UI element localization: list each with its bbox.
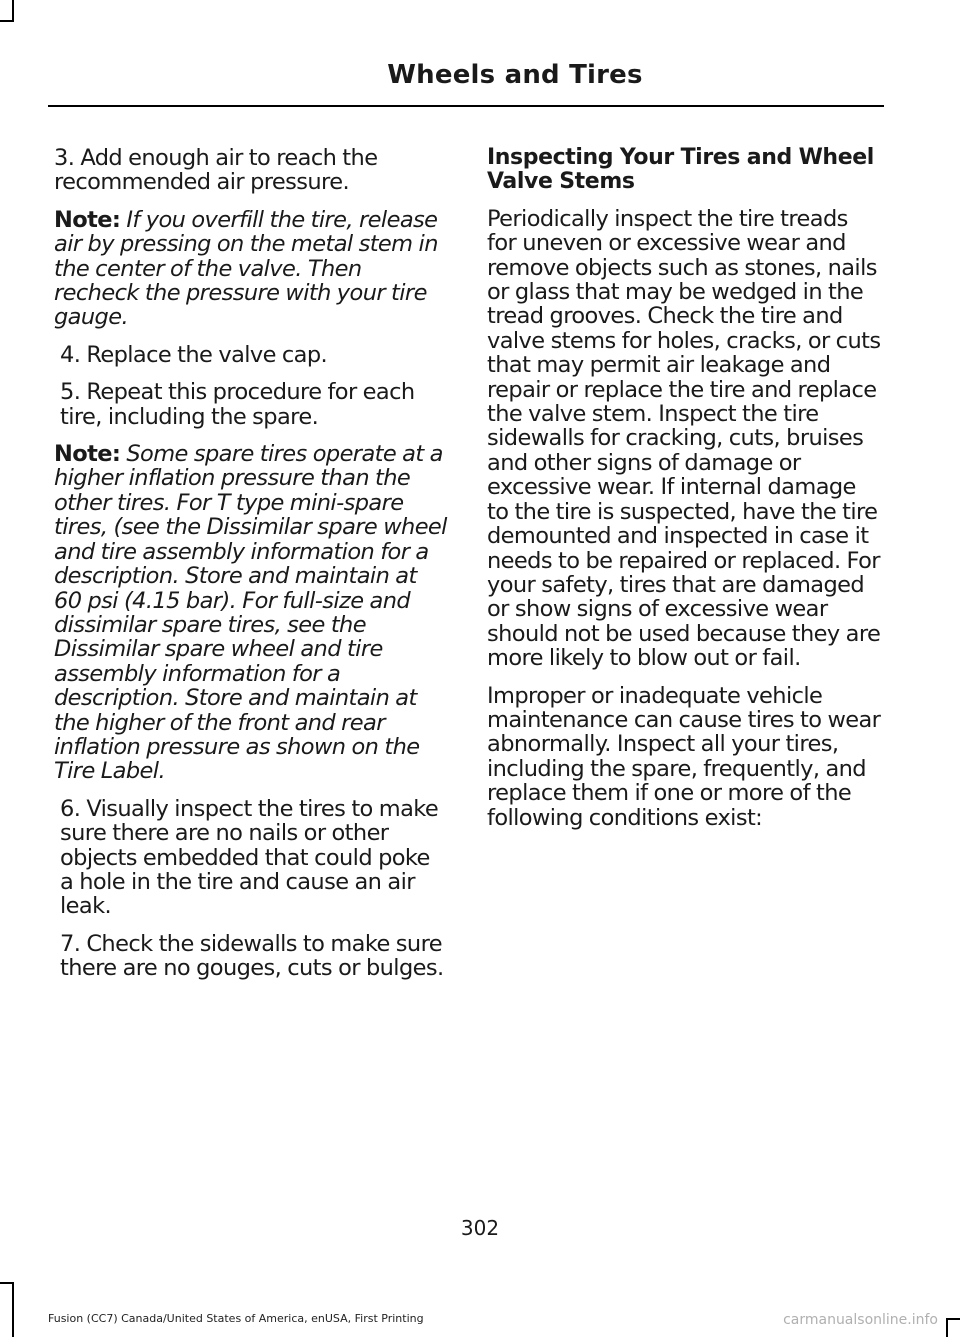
left-column bbox=[54, 146, 448, 994]
paragraph-inspection: Periodically inspect the tire treads for uneven or excessive wear and remove objects such as stones, nails or glass that may be wedged in the tread grooves. Check the tire and valve stems for holes, cracks, or cuts that may permit air leakage and repair or replace the tire and replace the valve stem. Inspect the tire sidewalls for cracking, cuts, bruises and other signs of damage or excessive wear. If internal damage to the tire is suspected, have the tire demounted and inspected in case it needs to be repaired or replaced. For your safety, tires that are damaged or show signs of excessive wear should not be used because they are more likely to blow out or fail. bbox=[487, 205, 881, 672]
section-heading: Inspecting Your Tires and Wheel Valve Stems bbox=[487, 145, 874, 195]
step-5: 5. Repeat this procedure for each tire, including the spare. bbox=[60, 379, 415, 430]
note-label: Note: bbox=[54, 441, 121, 468]
crop-mark-bottom-left-horizontal bbox=[0, 1282, 14, 1284]
step-6: 6. Visually inspect the tires to make sure there are no nails or other objects embedded that could poke a hole in the tire and cause an air leak. bbox=[60, 795, 439, 920]
note-text: Some spare tires operate at a higher inflation pressure than the other tires. For T type mini-spare tires, (see the Dissimilar spare wheel and tire assembly information for a description. Store and maintain at 60 psi (4.15 bar). For full-size and dissimilar spare tires, see the Dissimilar spare wheel and tire assembly information for a description. Store and maintain at the higher of the front and rear inflation pressure as shown on the Tire Label. bbox=[54, 441, 447, 785]
step-3: 3. Add enough air to reach the recommended air pressure. bbox=[54, 145, 378, 196]
paragraph-maintenance: Improper or inadequate vehicle maintenance can cause tires to wear abnormally. Inspect all your tires, including the spare, frequently, and replace them if one or more of the following conditions exist: bbox=[487, 682, 881, 831]
note-label: Note: bbox=[54, 206, 121, 233]
watermark: carmanualsonline.info bbox=[783, 1312, 938, 1328]
note-text: If you overfill the tire, release air by pressing on the metal stem in the center of the valve. Then recheck the pressure with your tire gauge. bbox=[54, 206, 438, 331]
crop-mark-top-left-horizontal bbox=[0, 20, 14, 22]
crop-mark-bottom-left-vertical bbox=[12, 1282, 14, 1337]
header-divider bbox=[48, 105, 884, 107]
page-number: 302 bbox=[460, 1216, 500, 1240]
page-title: Wheels and Tires bbox=[387, 60, 643, 90]
note-overfill bbox=[54, 208, 448, 330]
step-7: 7. Check the sidewalls to make sure there are no gouges, cuts or bulges. bbox=[60, 930, 444, 982]
edition-footer: Fusion (CC7) Canada/United States of America, enUSA, First Printing bbox=[48, 1312, 424, 1325]
crop-mark-bottom-right-vertical bbox=[946, 1318, 948, 1337]
note-spare-pressure bbox=[54, 442, 448, 784]
crop-mark-top-left-vertical bbox=[12, 0, 14, 20]
step-4: 4. Replace the valve cap. bbox=[60, 341, 328, 368]
crop-mark-bottom-right-horizontal bbox=[946, 1318, 960, 1320]
right-column bbox=[487, 146, 882, 843]
